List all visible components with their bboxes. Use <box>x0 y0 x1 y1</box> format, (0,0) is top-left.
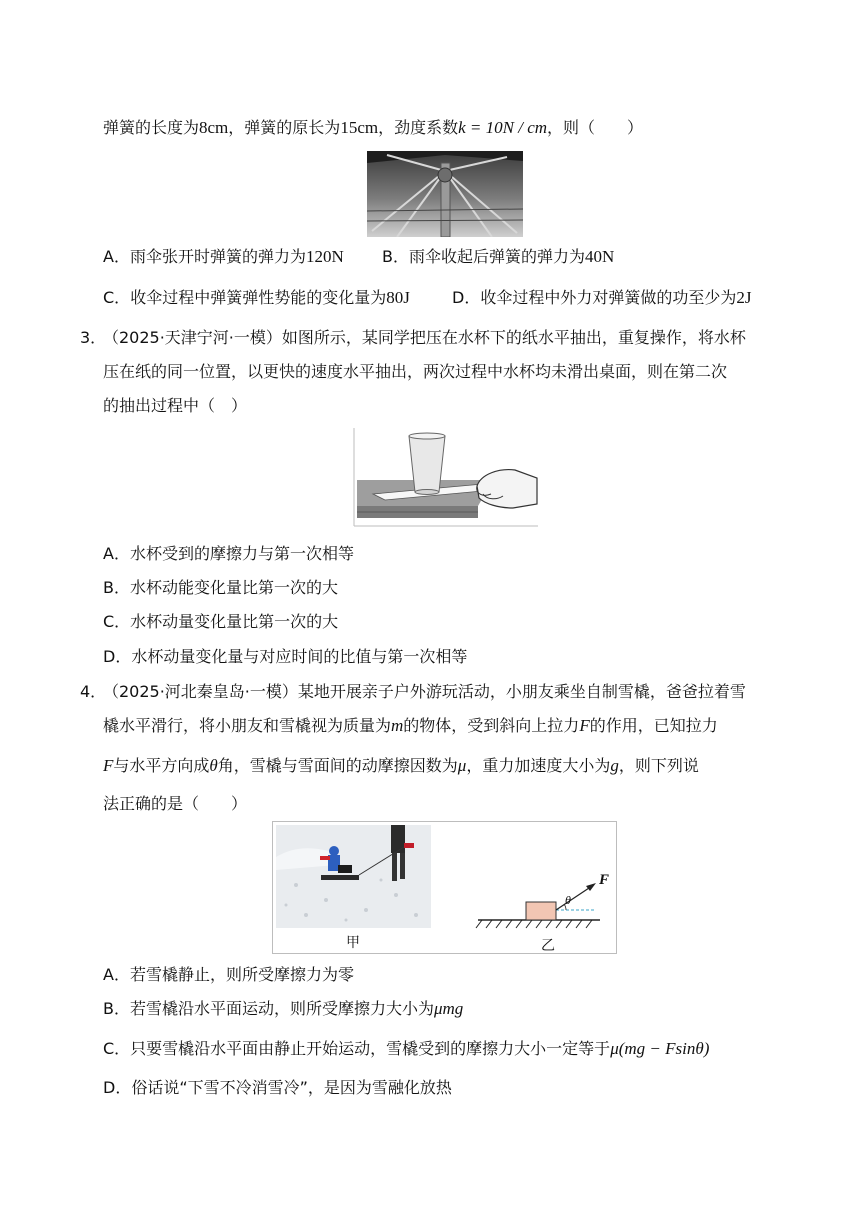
q2-option-d <box>452 288 751 308</box>
q3-option-a: A．水杯受到的摩擦力与第一次相等 <box>103 544 354 563</box>
q2-option-c-value: 80J <box>386 288 410 307</box>
q4-stem-line-2 <box>103 716 718 736</box>
q4-line3-text-c: 角，雪橇与雪面间的动摩擦因数为 <box>217 756 458 775</box>
q2-stem-text-c: ，劲度系数 <box>378 118 459 137</box>
q4-line2-text-a: 橇水平滑行，将小朋友和雪橇视为质量为 <box>103 716 392 735</box>
q2-option-b <box>382 247 614 267</box>
q4-line3-text-d: ，重力加速度大小为 <box>466 756 611 775</box>
q3-option-c: C．水杯动量变化量比第一次的大 <box>103 612 339 631</box>
q4-line3-text-b: 与水平方向成 <box>113 756 210 775</box>
q2-stem-text-b: ，弹簧的原长为 <box>228 118 341 137</box>
q4-option-c <box>103 1039 709 1059</box>
q2-option-c <box>103 288 410 308</box>
q4-option-a: A．若雪橇静止，则所受摩擦力为零 <box>103 965 354 984</box>
q2-option-a <box>103 247 344 267</box>
q2-option-a-value: 120N <box>305 247 344 266</box>
cup-paper-figure <box>353 428 538 528</box>
q2-option-d-label: D． <box>452 288 481 307</box>
q4-mass-symbol: m <box>391 716 404 735</box>
q4-number: 4． <box>80 682 107 701</box>
q2-stiffness-equation: k = 10N / cm <box>458 118 548 137</box>
q2-option-c-label: C． <box>103 288 131 307</box>
q4-option-c-math: μ(mg − Fsinθ) <box>610 1039 710 1058</box>
q2-option-d-value: 2J <box>736 288 752 307</box>
q3-number: 3． <box>80 328 107 347</box>
q4-line3-text-e: ，则下列说 <box>618 756 699 775</box>
q4-stem-line-1: （2025·河北秦皇岛·一模）某地开展亲子户外游玩活动，小朋友乘坐自制雪橇，爸爸拉着雪 <box>103 682 746 701</box>
q4-option-b-math: μmg <box>433 999 464 1018</box>
q2-length-1: 8cm <box>199 118 229 137</box>
q3-stem-line-2: 压在纸的同一位置，以更快的速度水平抽出，两次过程中水杯均未滑出桌面，则在第二次 <box>103 362 728 381</box>
q2-option-c-text: 收伞过程中弹簧弹性势能的变化量为 <box>130 288 387 307</box>
q4-option-b <box>103 999 463 1019</box>
figure-force-label: F <box>599 872 610 888</box>
q2-option-a-text: 雨伞张开时弹簧的弹力为 <box>129 247 306 266</box>
q3-stem-line-1: （2025·天津宁河·一模）如图所示，某同学把压在水杯下的纸水平抽出，重复操作，将水杯 <box>103 328 746 347</box>
q3-stem-line-3: 的抽出过程中（ ） <box>103 396 248 415</box>
q4-line2-text-c: 的作用，已知拉力 <box>589 716 718 735</box>
q4-force-symbol-2: F <box>103 756 114 775</box>
q4-option-b-text: B．若雪橇沿水平面运动，则所受摩擦力大小为 <box>103 999 434 1018</box>
q4-option-c-text: C．只要雪橇沿水平面由静止开始运动，雪橇受到的摩擦力大小一定等于 <box>103 1039 611 1058</box>
q2-stem-line <box>103 118 643 138</box>
umbrella-photo <box>367 151 523 237</box>
q2-option-b-label: B． <box>382 247 409 266</box>
q2-option-b-value: 40N <box>585 247 615 266</box>
q3-option-b: B．水杯动能变化量比第一次的大 <box>103 578 338 597</box>
q4-theta-symbol: θ <box>209 756 218 775</box>
figure-angle-label: θ <box>565 893 571 907</box>
q2-stem-text-a: 弹簧的长度为 <box>103 118 200 137</box>
q4-stem-line-3 <box>103 756 699 776</box>
q4-mu-symbol: μ <box>457 756 467 775</box>
force-diagram <box>468 862 613 932</box>
q3-option-d: D．水杯动量变化量与对应时间的比值与第一次相等 <box>103 647 468 666</box>
figure-label-left: 甲 <box>346 935 360 951</box>
q4-line2-text-b: 的物体，受到斜向上拉力 <box>403 716 580 735</box>
q4-force-symbol: F <box>579 716 590 735</box>
sled-photo <box>276 825 431 928</box>
q2-option-a-label: A． <box>103 247 130 266</box>
q4-g-symbol: g <box>610 756 619 775</box>
figure-label-right: 乙 <box>541 938 555 954</box>
q2-stem-text-d: ，则（ ） <box>547 118 644 137</box>
sled-figure <box>272 821 617 954</box>
q4-stem-line-4: 法正确的是（ ） <box>103 794 248 813</box>
q2-option-d-text: 收伞过程中外力对弹簧做的功至少为 <box>480 288 737 307</box>
q2-length-2: 15cm <box>340 118 379 137</box>
q4-option-d: D．俗话说“下雪不冷消雪冷”，是因为雪融化放热 <box>103 1078 452 1097</box>
q2-option-b-text: 雨伞收起后弹簧的弹力为 <box>408 247 585 266</box>
